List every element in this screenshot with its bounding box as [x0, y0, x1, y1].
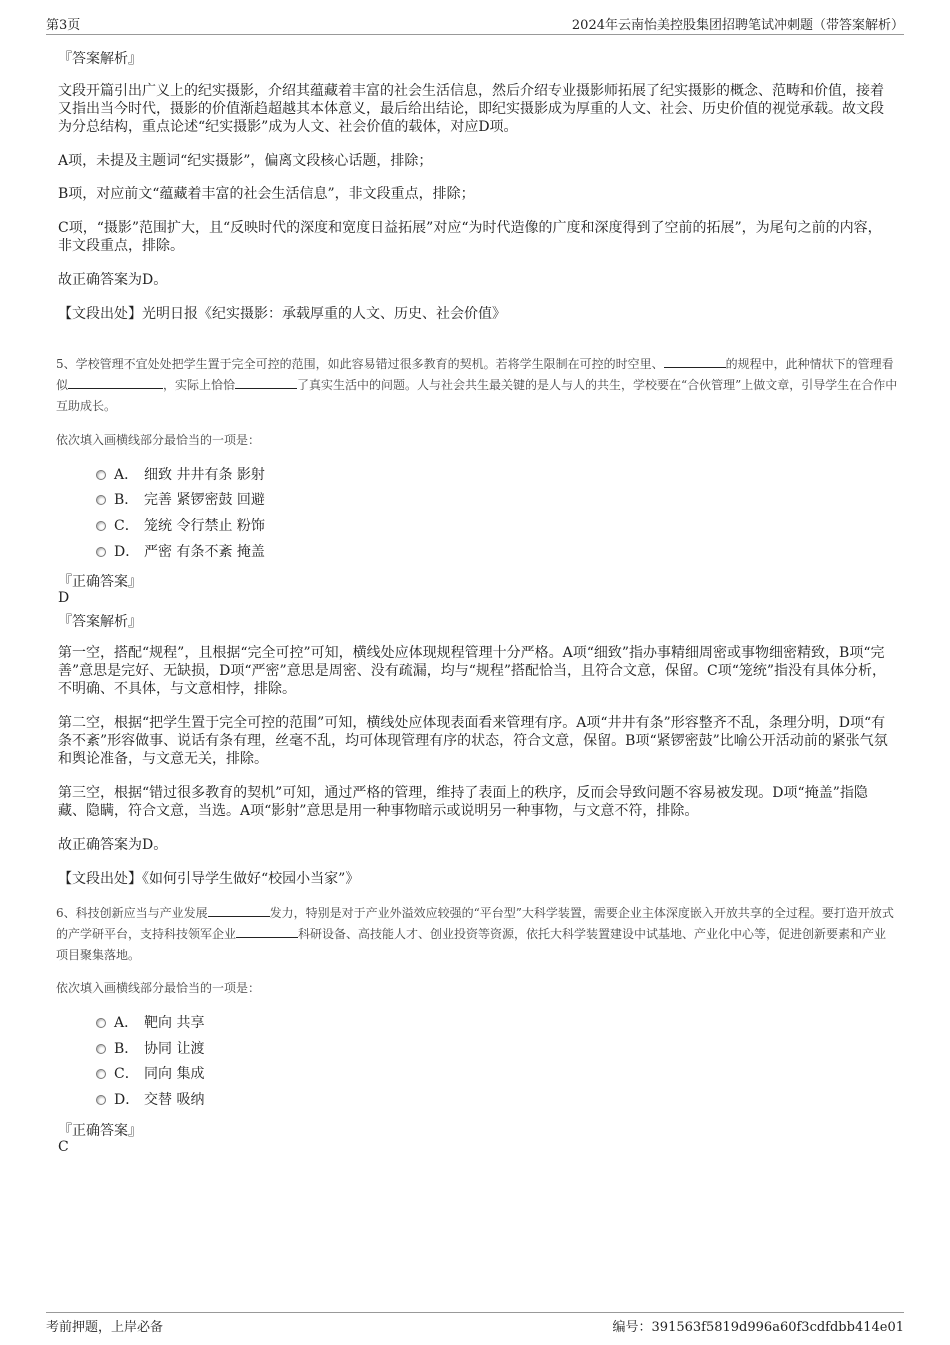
page-number: 第3页: [46, 18, 81, 33]
question-6-stem: 6、科技创新应当与产业发展 发力，特别是对于产业外溢效应较强的“平台型”大科学装置，需要企业主体深度嵌入开放共享的全过程。要打造开放式的产学研平台，支持科技领军企业 科研设备、高技能人才、创业投资等资源，依托大科学装置建设中试基地、产业化中心等，促进创新要素和产业项目聚集落地。: [56, 906, 894, 962]
correct-answer-heading: 『正确答案』: [58, 1123, 142, 1139]
correct-answer: C: [58, 1139, 69, 1155]
radio-icon[interactable]: [96, 470, 106, 480]
document-code: 编号：391563f5819d996a60f3cdfdbb414e01: [612, 1320, 904, 1335]
source-text: 【文段出处】《如何引导学生做好“校园小当家”》: [58, 871, 360, 887]
analysis-paragraph: A项，未提及主题词“纪实摄影”，偏离文段核心话题，排除；: [58, 153, 433, 169]
fill-blank: [236, 925, 298, 938]
analysis-paragraph: 第三空，根据“错过很多教育的契机”可知，通过严格的管理，维持了表面上的秩序，反而会导致问题不容易被发现。D项“掩盖”指隐藏、隐瞒，符合文意，当选。A项“影射”意思是用一种事物暗示或说明另一种事物，与文意不符，排除。: [58, 785, 868, 819]
radio-icon[interactable]: [96, 1069, 106, 1079]
source-text: 【文段出处】光明日报《纪实摄影：承载厚重的人文、历史、社会价值》: [58, 306, 506, 322]
question-instruction: 依次填入画横线部分最恰当的一项是：: [56, 981, 261, 995]
radio-icon[interactable]: [96, 495, 106, 505]
radio-icon[interactable]: [96, 547, 106, 557]
analysis-paragraph: 第二空，根据“把学生置于完全可控的范围”可知，横线处应体现表面看来管理有序。A项“井井有条”形容整齐不乱，条理分明，D项“有条不紊”形容做事、说话有条有理，丝毫不乱，均可体现管理有序的状态，符合文意，保留。B项“紧锣密鼓”比喻公开活动前的紧张气氛和舆论准备，与文意无关，排除。: [58, 715, 888, 767]
radio-icon[interactable]: [96, 1018, 106, 1028]
option-b[interactable]: B． 协同 让渡: [96, 1040, 204, 1058]
fill-blank: [68, 376, 163, 389]
document-title: 2024年云南怡美控股集团招聘笔试冲刺题（带答案解析）: [571, 18, 904, 33]
analysis-paragraph: 文段开篇引出广义上的纪实摄影，介绍其蕴藏着丰富的社会生活信息，然后介绍专业摄影师拓展了纪实摄影的概念、范畴和价值，接着又指出当今时代，摄影的价值渐趋超越其本体意义，最后给出结论，即纪实摄影成为厚重的人文、社会、历史价值的视觉承载。故文段为分总结构，重点论述“纪实摄影”成为人文、社会价值的载体，对应D项。: [58, 83, 884, 135]
correct-answer-heading: 『正确答案』: [58, 574, 142, 590]
footer-slogan: 考前押题，上岸必备: [46, 1320, 164, 1335]
analysis-paragraph: C项，“摄影”范围扩大，且“反映时代的深度和宽度日益拓展”对应“为时代造像的广度和深度得到了空前的拓展”，为尾句之前的内容，非文段重点，排除。: [58, 220, 882, 254]
conclusion-text: 故正确答案为D。: [58, 272, 168, 288]
fill-blank: [664, 355, 726, 368]
option-b[interactable]: B． 完善 紧锣密鼓 回避: [96, 491, 265, 509]
analysis-paragraph: 第一空，搭配“规程”，且根据“完全可控”可知，横线处应体现规程管理十分严格。A项“细致”指办事精细周密或事物细密精致，B项“完善”意思是完好、无缺损，D项“严密”意思是周密、没有疏漏，均与“规程”搭配恰当，且符合文意，保留。C项“笼统”指没有具体分析，不明确、不具体，与文意相悖，排除。: [58, 645, 887, 697]
question-instruction: 依次填入画横线部分最恰当的一项是：: [56, 433, 261, 447]
analysis-paragraph: B项，对应前文“蕴藏着丰富的社会生活信息”，非文段重点，排除；: [58, 186, 475, 202]
analysis-heading: 『答案解析』: [58, 51, 142, 67]
correct-answer: D: [58, 590, 70, 606]
question-5-stem: 5、学校管理不宜处处把学生置于完全可控的范围，如此容易错过很多教育的契机。若将学生限制在可控的时空里、 的规程中，此种情状下的管理看似 ，实际上恰恰 了真实生活中的问题。人与社会共生最关键的是人与人的共生，学校要在“合伙管理”上做文章，引导学生在合作中互助成长。: [56, 357, 898, 413]
option-d[interactable]: D． 严密 有条不紊 掩盖: [96, 543, 265, 561]
radio-icon[interactable]: [96, 1044, 106, 1054]
option-a[interactable]: A． 细致 井井有条 影射: [96, 466, 265, 484]
option-c[interactable]: C． 笼统 令行禁止 粉饰: [96, 517, 265, 535]
page-footer: [46, 1312, 904, 1337]
option-c[interactable]: C． 同向 集成: [96, 1065, 204, 1083]
conclusion-text: 故正确答案为D。: [58, 837, 168, 853]
fill-blank: [235, 376, 297, 389]
radio-icon[interactable]: [96, 1095, 106, 1105]
radio-icon[interactable]: [96, 521, 106, 531]
option-d[interactable]: D． 交替 吸纳: [96, 1091, 204, 1109]
page-header: [46, 14, 904, 35]
option-a[interactable]: A． 靶向 共享: [96, 1014, 204, 1032]
analysis-heading: 『答案解析』: [58, 614, 142, 630]
fill-blank: [208, 904, 270, 917]
